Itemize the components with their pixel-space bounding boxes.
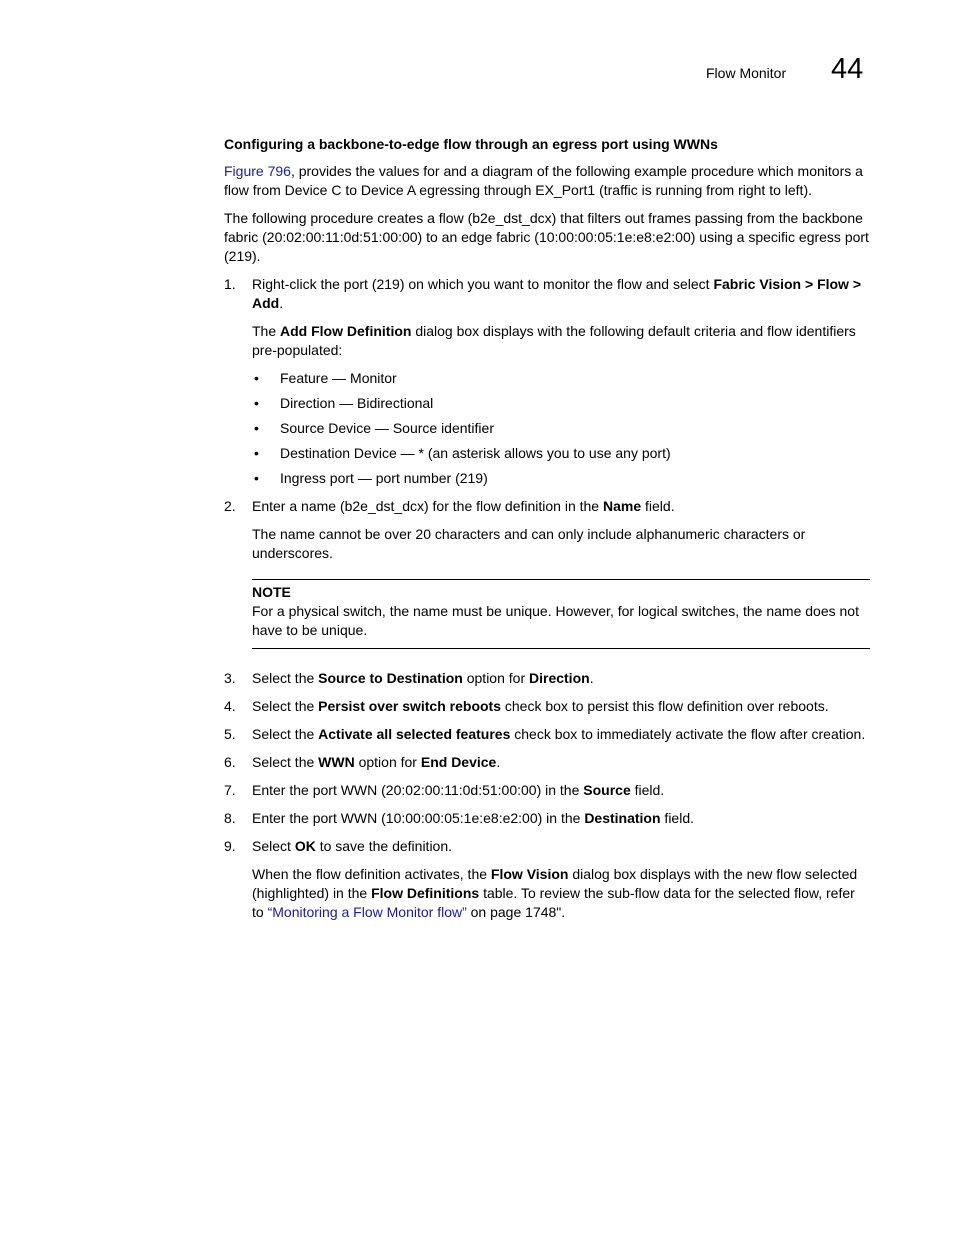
step-number: 4. [224,698,236,714]
note-title: NOTE [252,584,291,600]
step-text: Enter the port WWN (20:02:00:11:0d:51:00:00) in the Source field. [252,782,665,798]
step-text: Enter the port WWN (10:00:00:05:1e:e8:e2:00) in the Destination field. [252,810,695,826]
step-text: Select the Activate all selected features check box to immediately activate the flow after creation. [252,726,866,742]
step-8 [224,809,870,828]
step-text: Select the Source to Destination option for Direction. [252,670,594,686]
step-4 [224,697,870,716]
list-item: • Source Device — Source identifier [254,420,494,436]
bullet-icon: • [254,395,259,411]
list-item: • Direction — Bidirectional [254,395,434,411]
step-6 [224,753,870,772]
step-1 [224,275,870,488]
procedure-steps [224,275,870,563]
step-text: Select the Persist over switch reboots check box to persist this flow definition over reboots. [252,698,829,714]
intro-paragraph: Figure 796, provides the values for and a diagram of the following example procedure which monitors a flow from Device C to Device A egressing through EX_Port1 (traffic is running from right to left). [224,163,863,198]
step-9 [224,837,870,922]
step-number: 1. [224,276,236,292]
default-criteria-list [252,369,870,488]
section-heading: Configuring a backbone-to-edge flow through an egress port using WWNs [224,136,718,152]
step-number: 3. [224,670,236,686]
bullet-icon: • [254,370,259,386]
bullet-icon: • [254,470,259,486]
step-5 [224,725,870,744]
note-box [252,579,870,649]
step-number: 2. [224,498,236,514]
chapter-number: 44 [831,53,864,85]
step-text: Right-click the port (219) on which you want to monitor the flow and select Fabric Vision > Flow > Add. [252,276,862,311]
step-text: Enter a name (b2e_dst_dcx) for the flow definition in the Name field. [252,498,675,514]
step-7 [224,781,870,800]
bullet-icon: • [254,445,259,461]
step-detail: The name cannot be over 20 characters and can only include alphanumeric characters or underscores. [252,526,806,561]
step-number: 9. [224,838,236,854]
step-3 [224,669,870,688]
bullet-icon: • [254,420,259,436]
step-detail: When the flow definition activates, the Flow Vision dialog box displays with the new flow selected (highlighted) in the Flow Definitions table. To review the sub-flow data for the selected flow, refer to “Monitoring a Flow Monitor flow” on page 1748". [252,866,858,920]
step-number: 7. [224,782,236,798]
running-header: Flow Monitor [706,65,787,81]
step-text: Select OK to save the definition. [252,838,453,854]
list-item: • Feature — Monitor [254,370,397,386]
list-item: • Destination Device — * (an asterisk allows you to use any port) [254,445,671,461]
step-number: 5. [224,726,236,742]
step-2 [224,497,870,563]
step-detail: The Add Flow Definition dialog box displays with the following default criteria and flow identifiers pre-populated: [252,323,856,358]
note-text: For a physical switch, the name must be unique. However, for logical switches, the name does not have to be unique. [252,603,859,638]
description-paragraph: The following procedure creates a flow (b2e_dst_dcx) that filters out frames passing from the backbone fabric (20:02:00:11:0d:51:00:00) to an edge fabric (10:00:00:05:1e:e8:e2:00) using a specific egress port (219). [224,210,869,264]
procedure-steps-continued [224,669,870,922]
step-text: Select the WWN option for End Device. [252,754,501,770]
page-content [224,135,870,931]
cross-reference-link[interactable]: “Monitoring a Flow Monitor flow” [267,904,467,920]
figure-link[interactable]: Figure 796 [224,163,291,179]
step-number: 8. [224,810,236,826]
step-number: 6. [224,754,236,770]
list-item: • Ingress port — port number (219) [254,470,488,486]
